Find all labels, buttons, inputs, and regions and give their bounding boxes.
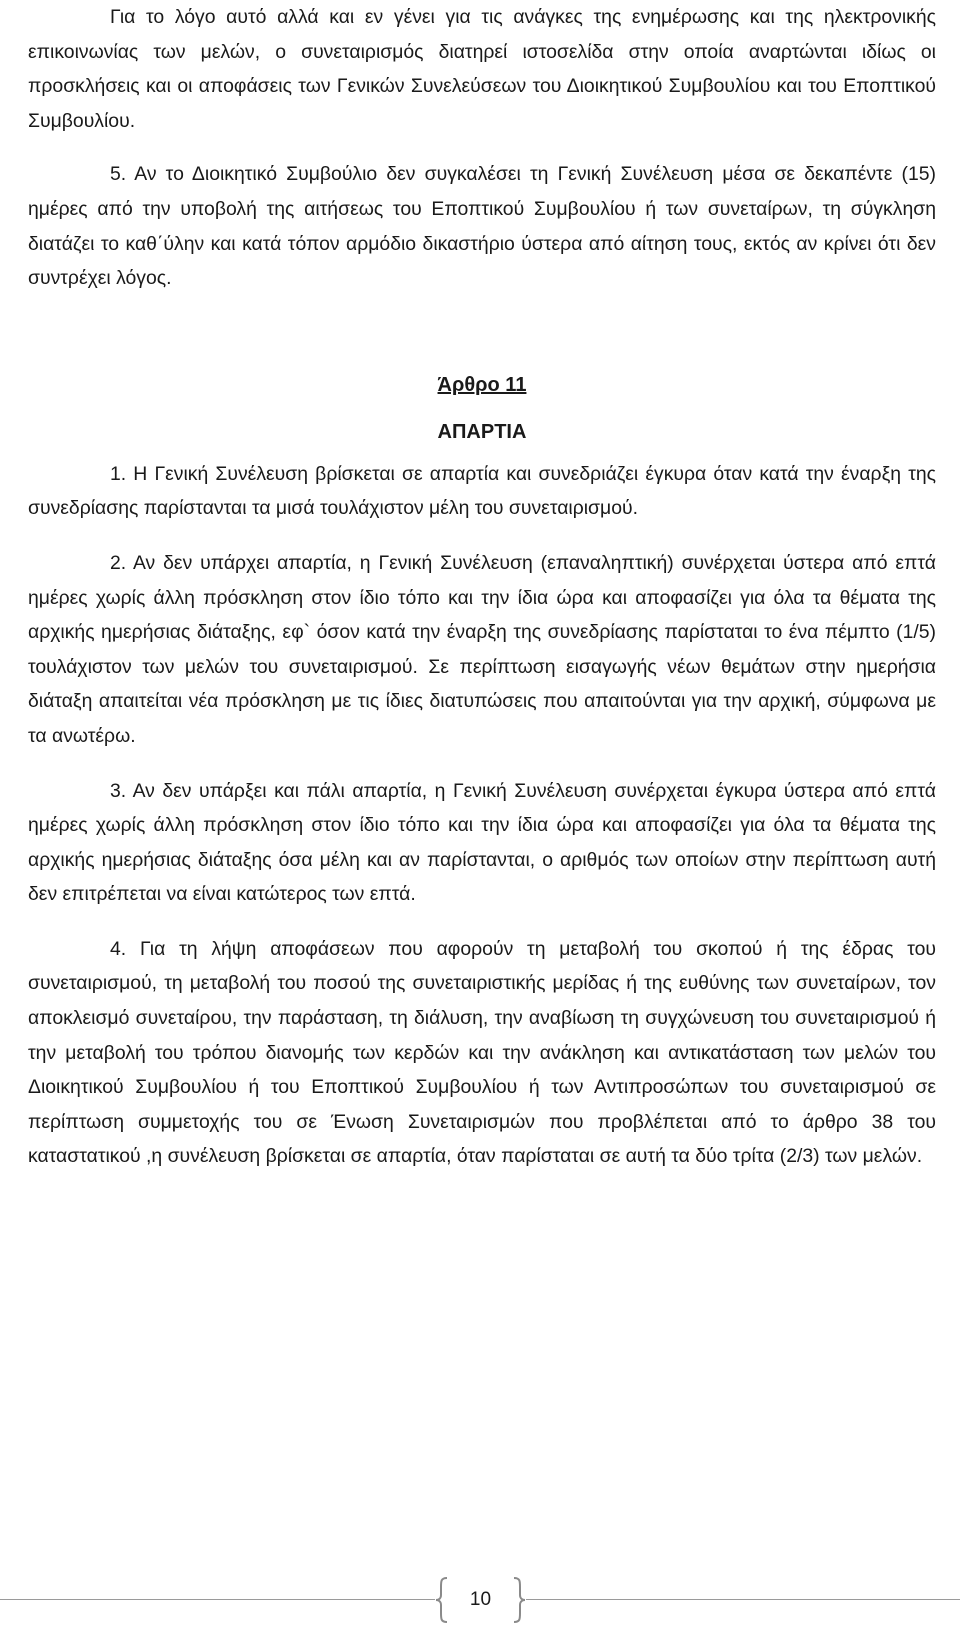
page-footer xyxy=(0,1577,960,1625)
document-page xyxy=(28,0,936,1174)
paragraph-5: 5. Αν το Διοικητικό Συμβούλιο δεν συγκαλέσει τη Γενική Συνέλευση μέσα σε δεκαπέντε (15) ημέρες από την υποβολή της αιτήσεως του Εποπτικού Συμβουλίου ή των συνεταίρων, τη σύγκληση διατάζει το καθ΄ύλην και κατά τόπον αρμόδιο δικαστήριο ύστερα από αίτηση τους, εκτός αν κρίνει ότι δεν συντρέχει λόγος. xyxy=(28,163,936,290)
page-number: 10 xyxy=(449,1579,512,1621)
right-brace-icon xyxy=(512,1577,526,1623)
article-heading: ΑΠΑΡΤΙΑ xyxy=(437,420,527,443)
paragraph-2: 2. Αν δεν υπάρχει απαρτία, η Γενική Συνέλευση (επαναληπτική) συνέρχεται ύστερα από επτά ημέρες χωρίς άλλη πρόσκληση στον ίδιο τόπο και την ίδια ώρα και αποφασίζει για όλα τα θέματα της αρχικής ημερήσιας διάταξης, εφ` όσον κατά την έναρξη της συνεδρίασης παρίσταται το ένα πέμπτο (1/5) τουλάχιστον των μελών του συνεταιρισμού. Σε περίπτωση εισαγωγής νέων θεμάτων στην ημερήσια διάταξη απαιτείται νέα πρόσκληση με τις ίδιες διατυπώσεις που απαιτούνται για την αρχική, σύμφωνα με τα ανωτέρω. xyxy=(28,551,936,747)
left-brace-icon xyxy=(435,1577,449,1623)
paragraph-4: 4. Για τη λήψη αποφάσεων που αφορούν τη μεταβολή του σκοπού ή της έδρας του συνεταιρισμού, τη μεταβολή του ποσού της συνεταιριστικής μερίδας ή της ευθύνης των συνεταίρων, τον αποκλεισμό συνεταίρου, την παράσταση, τη διάλυση, την αναβίωση τη συγχώνευση του συνεταιρισμού ή την μεταβολή του τρόπου διανομής των κερδών και την ανάκληση και αντικατάσταση των μελών του Διοικητικού Συμβουλίου ή του Εποπτικού Συμβουλίου ή των Αντιπροσώπων του συνεταιρισμού σε περίπτωση συμμετοχής του σε Ένωση Συνεταιρισμών που προβλέπεται από το άρθρο 38 του καταστατικού ,η συνέλευση βρίσκεται σε απαρτία, όταν παρίσταται σε αυτή τα δύο τρίτα (2/3) των μελών. xyxy=(28,937,936,1168)
intro-paragraph: Για το λόγο αυτό αλλά και εν γένει για τις ανάγκες της ενημέρωσης και της ηλεκτρονικής επικοινωνίας των μελών, ο συνεταιρισμός διατηρεί ιστοσελίδα στην οποία αναρτώνται ιδίως οι προσκλήσεις και οι αποφάσεις των Γενικών Συνελεύσεων του Διοικητικού Συμβουλίου και του Εποπτικού Συμβουλίου. xyxy=(28,6,936,132)
article-title: Άρθρο 11 xyxy=(437,373,527,396)
paragraph-3: 3. Αν δεν υπάρξει και πάλι απαρτία, η Γενική Συνέλευση συνέρχεται έγκυρα ύστερα από επτά ημέρες χωρίς άλλη πρόσκληση στον ίδιο τόπο και την ίδια ώρα και αποφασίζει για όλα τα θέματα της αρχικής ημερήσιας διάταξης όσα μέλη και αν παρίστανται, ο αριθμός των οποίων στην περίπτωση αυτή δεν επιτρέπεται να είναι κατώτερος των επτά. xyxy=(28,779,936,906)
paragraph-1: 1. Η Γενική Συνέλευση βρίσκεται σε απαρτία και συνεδριάζει έγκυρα όταν κατά την έναρξη της συνεδρίασης παρίστανται τα μισά τουλάχιστον μέλη του συνεταιρισμού. xyxy=(28,462,936,520)
